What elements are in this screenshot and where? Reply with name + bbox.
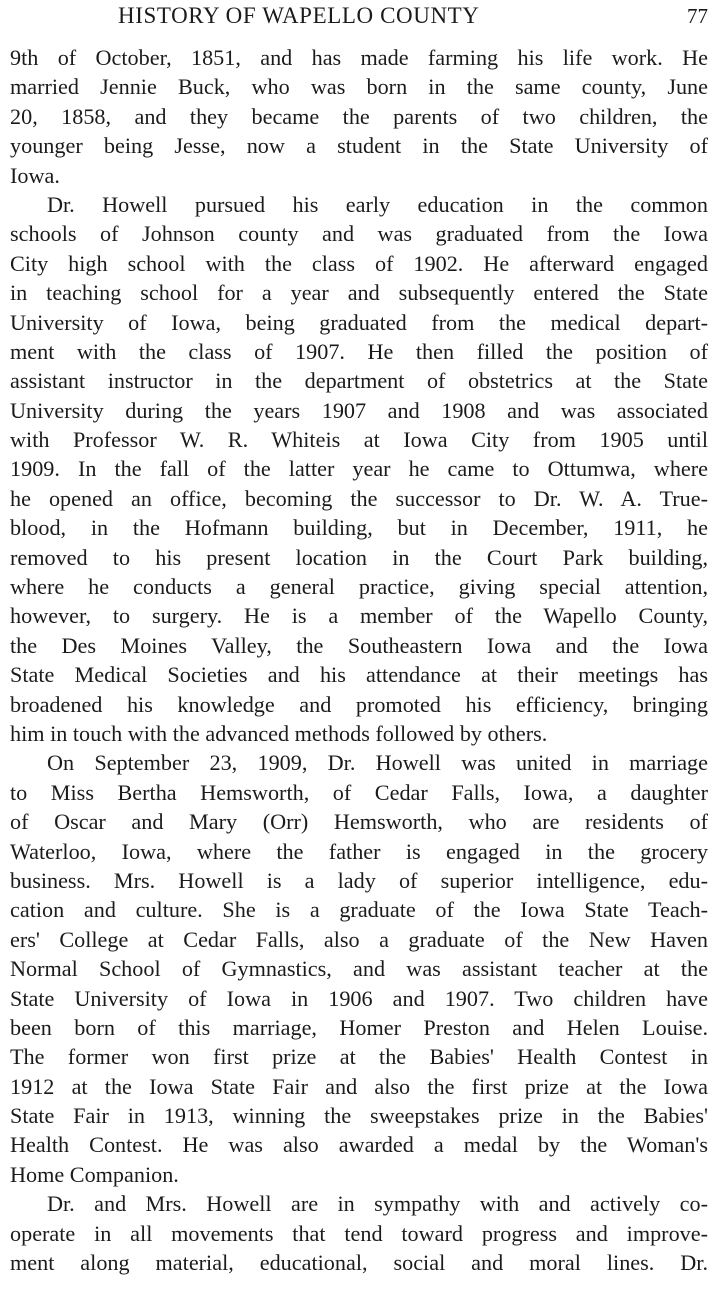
text-line: State Fair in 1913, winning the sweepstakes prize in the Babies' <box>10 1103 708 1129</box>
body-text <box>10 43 708 1277</box>
paragraph <box>10 190 708 748</box>
text-line: in teaching school for a year and subsequently entered the State <box>10 280 708 306</box>
text-line: the Des Moines Valley, the Southeastern Iowa and the Iowa <box>10 632 708 658</box>
text-line: of Oscar and Mary (Orr) Hemsworth, who are residents of <box>10 809 708 835</box>
text-line: University of Iowa, being graduated from the medical depart- <box>10 309 708 335</box>
text-line: where he conducts a general practice, giving special attention, <box>10 574 708 600</box>
running-title: HISTORY OF WAPELLO COUNTY <box>118 3 480 28</box>
text-line: University during the years 1907 and 1908 and was associated <box>10 397 708 423</box>
text-line: 1909. In the fall of the latter year he came to Ottumwa, where <box>10 456 708 482</box>
text-line: Normal School of Gymnastics, and was assistant teacher at the <box>10 956 708 982</box>
text-line: City high school with the class of 1902. He afterward engaged <box>10 250 708 276</box>
text-line: however, to surgery. He is a member of the Wapello County, <box>10 603 708 629</box>
paragraph <box>10 1189 708 1277</box>
text-line: to Miss Bertha Hemsworth, of Cedar Falls, Iowa, a daughter <box>10 779 708 805</box>
paragraph <box>10 748 708 1189</box>
paragraph <box>10 43 708 190</box>
text-line: ers' College at Cedar Falls, also a graduate of the New Haven <box>10 926 708 952</box>
text-line: ment with the class of 1907. He then filled the position of <box>10 338 708 364</box>
text-line: Health Contest. He was also awarded a medal by the Woman's <box>10 1132 708 1158</box>
text-line: business. Mrs. Howell is a lady of superior intelligence, edu- <box>10 867 708 893</box>
text-line: 9th of October, 1851, and has made farming his life work. He <box>10 45 708 70</box>
text-line: assistant instructor in the department of obstetrics at the State <box>10 368 708 394</box>
running-head <box>0 2 718 30</box>
text-line: younger being Jesse, now a student in the State University of <box>10 133 708 159</box>
text-line: State Medical Societies and his attendance at their meetings has <box>10 662 708 688</box>
text-line: On September 23, 1909, Dr. Howell was united in marriage <box>47 750 708 776</box>
text-line: Waterloo, Iowa, where the father is engaged in the grocery <box>10 838 708 864</box>
text-line: The former won first prize at the Babies' Health Contest in <box>10 1044 708 1070</box>
text-line: Home Companion. <box>10 1161 179 1187</box>
text-line: cation and culture. She is a graduate of the Iowa State Teach- <box>10 897 708 923</box>
text-line: schools of Johnson county and was graduated from the Iowa <box>10 221 708 247</box>
text-line: Dr. and Mrs. Howell are in sympathy with and actively co- <box>47 1191 708 1217</box>
text-line: removed to his present location in the Court Park building, <box>10 544 708 570</box>
text-line: him in touch with the advanced methods followed by others. <box>10 720 548 746</box>
text-line: been born of this marriage, Homer Preston and Helen Louise. <box>10 1014 708 1040</box>
text-line: State University of Iowa in 1906 and 1907. Two children have <box>10 985 708 1011</box>
text-line: with Professor W. R. Whiteis at Iowa City from 1905 until <box>10 427 708 453</box>
text-line: 20, 1858, and they became the parents of two children, the <box>10 103 708 129</box>
text-line: he opened an office, becoming the successor to Dr. W. A. True- <box>10 485 708 511</box>
text-line: broadened his knowledge and promoted his efficiency, bringing <box>10 691 708 717</box>
text-line: operate in all movements that tend toward progress and improve- <box>10 1220 708 1246</box>
page-number: 77 <box>687 4 708 28</box>
text-line: ment along material, educational, social and moral lines. Dr. <box>10 1250 708 1276</box>
text-line: Dr. Howell pursued his early education in the common <box>47 191 708 217</box>
text-line: married Jennie Buck, who was born in the same county, June <box>10 74 708 100</box>
text-line: blood, in the Hofmann building, but in December, 1911, he <box>10 515 708 541</box>
text-line: Iowa. <box>10 162 60 188</box>
text-line: 1912 at the Iowa State Fair and also the first prize at the Iowa <box>10 1073 708 1099</box>
